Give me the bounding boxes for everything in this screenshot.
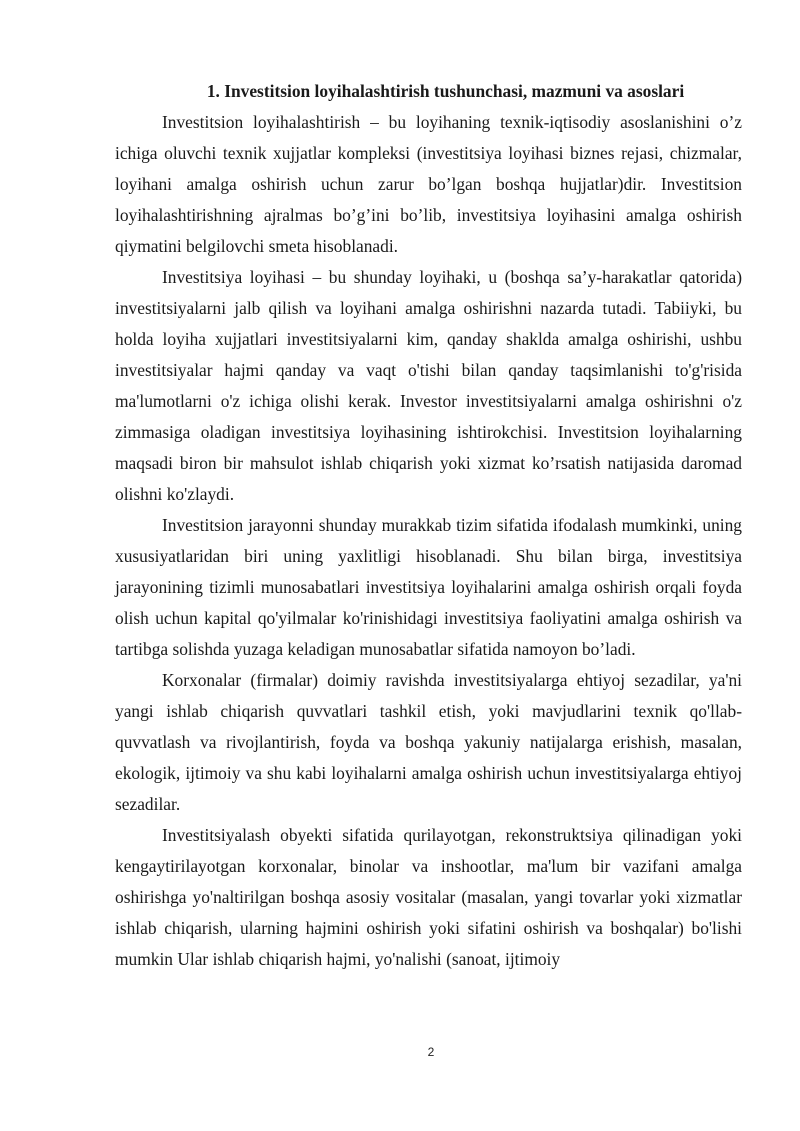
paragraph-investment-project: Investitsiya loyihasi – bu shunday loyihaki, u (boshqa sa’y-harakatlar qatorida) investitsiyalarni jalb qilish va loyihani amalga oshirishni nazarda tutadi. Tabiiyki, bu holda loyiha xujjatlari investitsiyalarni kim, qanday shaklda amalga oshirishi, ushbu investitsiyalar hajmi qanday va vaqt o'tishi bilan qanday taqsimlanishi to'g'risida ma'lumotlarni o'z ichiga olishi kerak. Investor investitsiyalarni amalga oshirishni o'z zimmasiga oladigan investitsiya loyihasining ishtirokchisi. Investitsion loyihalarning maqsadi biron bir mahsulot ishlab chiqarish yoki xizmat ko’rsatish natijasida daromad olishni ko'zlaydi. [115, 267, 742, 504]
section-heading: 1. Investitsion loyihalashtirish tushunchasi, mazmuni va asoslari [206, 81, 685, 101]
paragraph-definition: Investitsion loyihalashtirish – bu loyihaning texnik-iqtisodiy asoslanishini o’z ichiga oluvchi texnik xujjatlar kompleksi (investitsiya loyihasi biznes rejasi, chizmalar, loyihani amalga oshirish uchun zarur bo’lgan boshqa hujjatlar)dir. Investitsion loyihalashtirishning ajralmas bo’g’ini bo’lib, investitsiya loyihasini amalga oshirish qiymatini belgilovchi smeta hisoblanadi. [115, 112, 742, 256]
page-number: 2 [427, 1045, 435, 1059]
paragraph-investment-process: Investitsion jarayonni shunday murakkab tizim sifatida ifodalash mumkinki, uning xususiyatlaridan biri uning yaxlitligi hisoblanadi. Shu bilan birga, investitsiya jarayonining tizimli munosabatlari investitsiya loyihalarini amalga oshirish orqali foyda olish uchun kapital qo'yilmalar ko'rinishidagi investitsiya faoliyatini amalga oshirish va tartibga solishda yuzaga keladigan munosabatlar sifatida namoyon bo’ladi. [115, 515, 742, 659]
paragraph-investment-objects: Investitsiyalash obyekti sifatida qurilayotgan, rekonstruktsiya qilinadigan yoki kengaytirilayotgan korxonalar, binolar va inshootlar, ma'lum bir vazifani amalga oshirishga yo'naltirilgan boshqa asosiy vositalar (masalan, yangi tovarlar yoki xizmatlar ishlab chiqarish, ularning hajmini oshirish yoki sifatini oshirish va boshqalar) bo'lishi mumkin Ular ishlab chiqarish hajmi, yo'nalishi (sanoat, ijtimoiy [115, 825, 742, 969]
page-body [115, 76, 742, 975]
paragraph-enterprises: Korxonalar (firmalar) doimiy ravishda investitsiyalarga ehtiyoj sezadilar, ya'ni yangi ishlab chiqarish quvvatlari tashkil etish, yoki mavjudlarini texnik qo'llab-quvvatlash va rivojlantirish, foyda va boshqa yakuniy natijalarga erishish, masalan, ekologik, ijtimoiy va shu kabi loyihalarni amalga oshirish uchun investitsiyalarga ehtiyoj sezadilar. [115, 670, 742, 814]
